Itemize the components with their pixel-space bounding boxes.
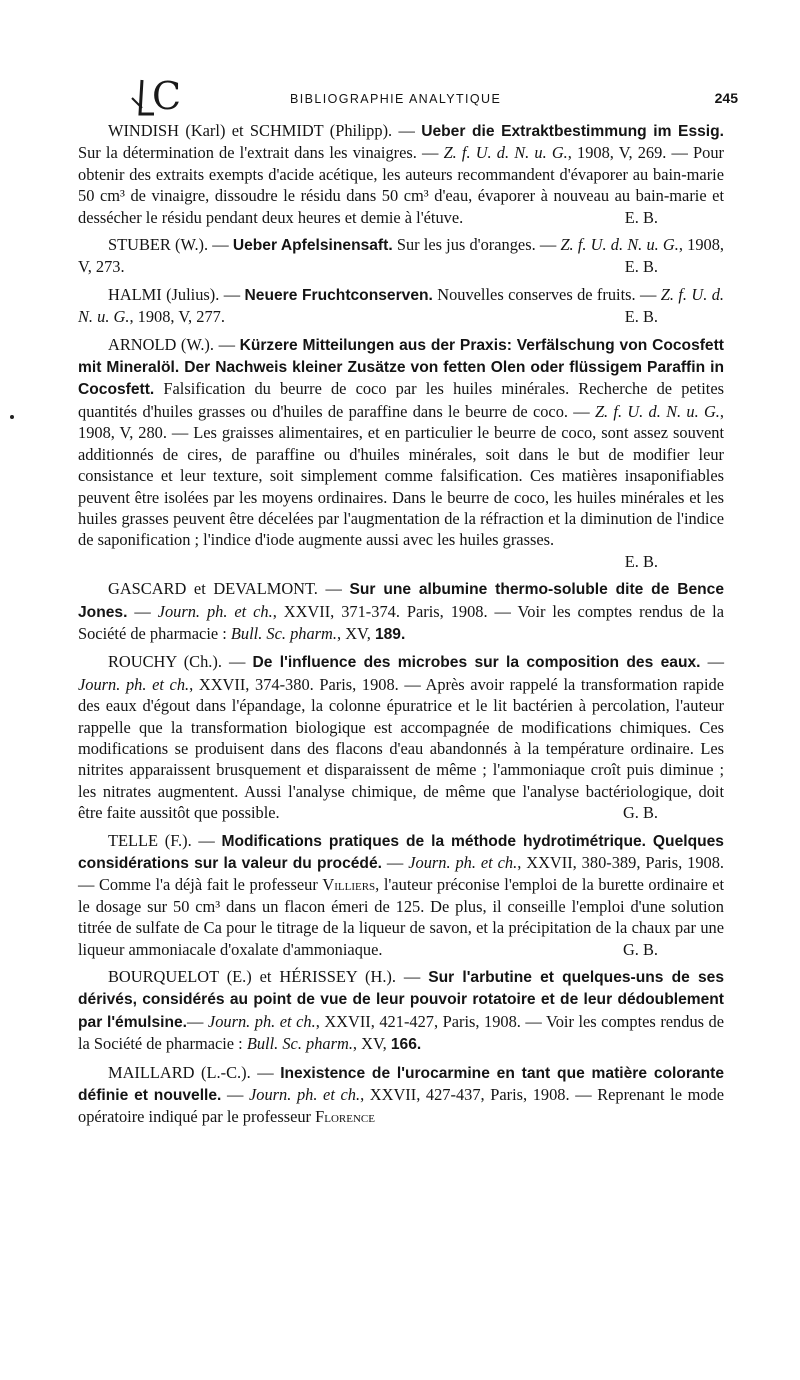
entry-text: — [187, 1011, 208, 1031]
entry-text: Sur les jus d'oranges. — [392, 235, 561, 255]
entry-journal: Journ. ph. et ch. [157, 601, 273, 621]
entry-details-secondary: , XV, [337, 623, 375, 643]
entry-journal: Z. f. U. d. N. u. G. [560, 235, 679, 255]
entry-text: Sur la détermination de l'extrait dans les vinaigres. — [78, 143, 444, 163]
entry-journal: Journ. ph. et ch. [78, 674, 190, 694]
entry-text: — [221, 1085, 250, 1105]
entry-telle [78, 830, 724, 960]
entry-journal: Journ. ph. et ch. [207, 1011, 316, 1031]
entry-details: , XXVII, 380-389, Paris, 1908. — Comme l'a déjà fait le professeur [78, 853, 725, 895]
entry-text: — [127, 601, 158, 621]
entry-maillard [78, 1062, 724, 1128]
entry-text: Nouvelles conserves de fruits. — [432, 284, 661, 304]
entry-authors: MAILLARD (L.-C.). — [108, 1062, 281, 1082]
entry-details: , XXVII, 374-380. Paris, 1908. — Après avoir rappelé la transformation rapide des eaux d'égout dans l'épandage, la colonne épuratrice et le lit bactérien à percolation, l'auteur rappelle que la transformation biologique est accompagnée de modifications chimiques. Ces modifications se produisent dans des flacons d'eau abandonnés à la température ordinaire. Les nitrites apparaissent brusquement et disparaissent de même ; l'ammoniaque croît puis diminue ; les nitrates augmentent. Aussi l'analyse chimique, de même que l'analyse bactériologique, doit être faite aussitôt que possible. [78, 674, 724, 823]
entry-title: Ueber die Extraktbestimmung im Essig. [421, 123, 724, 140]
page-number: 245 [714, 90, 738, 106]
entry-authors: ROUCHY (Ch.). — [108, 652, 253, 672]
entry-authors: HALMI (Julius). — [108, 284, 245, 304]
entry-authors: STUBER (W.). — [108, 235, 233, 255]
entry-cited-author: Villiers [322, 875, 376, 895]
entry-details: , XXVII, 371-374. Paris, 1908. — Voir les comptes rendus de la Société de pharmacie : [78, 601, 724, 643]
entry-title: Ueber Apfelsinensaft. [232, 237, 393, 255]
entry-journal: Z. f. U. d. N. u. G. [594, 401, 720, 421]
entry-page-ref: 166. [390, 1036, 422, 1054]
entry-authors: GASCARD et DEVALMONT. — [108, 579, 350, 599]
entry-signature: E. B. [624, 257, 658, 277]
margin-dot [10, 415, 14, 419]
bibliography-body [78, 120, 724, 1134]
entry-arnold [78, 334, 724, 572]
entry-journal: Journ. ph. et ch. [249, 1085, 361, 1105]
entry-windisch [78, 120, 724, 228]
entry-bourquelot [78, 966, 724, 1056]
entry-authors: WINDISH (Karl) et SCHMIDT (Philipp). — [108, 121, 422, 140]
entry-page-ref: 189. [374, 625, 406, 643]
entry-text: — [381, 853, 409, 872]
entry-authors: TELLE (F.). — [108, 830, 222, 850]
entry-cited-author: Florence [315, 1107, 375, 1127]
margin-mark-letter: C [152, 74, 182, 118]
entry-journal: Journ. ph. et ch. [408, 853, 518, 872]
entry-details: , 1908, V, 280. — Les graisses alimentaires, et en particulier le beurre de coco, sont assez souvent additionnés de cires, de paraffine ou d'huiles minérales, soit dans le but de modifier leur consistance et leur texture, soit simplement comme falsification. Ces matières insaponifiables peuvent être isolées par les moyens ordinaires. Dans le beurre de coco, les huiles minérales et les huiles grasses peuvent être décelées par l'augmentation de la réfraction et la diminution de l'indice de saponification ; l'indice d'iode augmente aussi avec les huiles grasses. [78, 401, 724, 550]
entry-text: Falsification du beurre de coco par les huiles minérales. Recherche de petites quantités d'huiles grasses ou d'huiles de paraffine dans le beurre de coco. — [78, 379, 724, 421]
entry-signature: G. B. [622, 939, 658, 959]
entry-title: Inexistence de l'urocarmine en tant que matière colorante définie et nouvelle. [78, 1064, 725, 1105]
entry-title: Neuere Fruchtconserven. [244, 286, 433, 304]
entry-title: Modifications pratiques de la méthode hydrotimétrique. Quelques considérations sur la valeur du procédé. [78, 832, 724, 872]
entry-details-secondary: , XV, [352, 1034, 391, 1054]
entry-details: , XXVII, 421-427, Paris, 1908. — Voir les comptes rendus de la Société de pharmacie : [78, 1011, 725, 1054]
entry-journal: Z. f. U. d. N. u. G. [443, 143, 568, 163]
entry-stuber [78, 234, 724, 278]
entry-details: , 1908, V, 269. — Pour obtenir des extraits exempts d'acide acétique, les auteurs recommandent d'évaporer au bain-marie 50 cm³ de vinaigre, dissoudre le résidu dans 50 cm³ d'eau, évaporer à nouveau au bain-marie et dessécher le résidu pendant deux heures et demie à l'étuve. [78, 143, 725, 227]
entry-journal-secondary: Bull. Sc. pharm. [246, 1034, 353, 1054]
entry-signature: E. B. [624, 551, 658, 571]
entry-title: Kürzere Mitteilungen aus der Praxis: Verfälschung von Cocosfett mit Mineralöl. Der Nachweis kleiner Zusätze von fetten Olen oder flüssigem Paraffin in Cocosfett. [78, 336, 724, 399]
entry-details: , 1908, V, 277. [129, 307, 225, 327]
entry-authors: ARNOLD (W.). — [108, 334, 240, 354]
entry-title: Sur une albumine thermo-soluble dite de Bence Jones. [78, 581, 724, 621]
entry-details-secondary: , l'auteur préconise l'emploi de la burette ordinaire et le dosage sur 50 cm³ dans un flacon émeri de 125. De plus, il conseille l'emploi d'une solution titrée de sulfate de Ca pour le titrage de la liqueur de savon, et la précipitation de la chaux par une liqueur ammoniacale d'oxalate d'ammoniaque. [78, 875, 725, 959]
entry-signature: E. B. [624, 207, 658, 227]
entry-details: , XXVII, 427-437, Paris, 1908. — Reprenant le mode opératoire indiqué par le professeur [78, 1085, 725, 1127]
entry-title: De l'influence des microbes sur la composition des eaux. [252, 654, 701, 672]
entry-journal-secondary: Bull. Sc. pharm. [230, 623, 337, 643]
entry-text: — [700, 652, 724, 672]
entry-rouchy [78, 651, 724, 823]
handwritten-margin-mark [128, 74, 188, 126]
entry-halmi [78, 284, 724, 328]
running-head: BIBLIOGRAPHIE ANALYTIQUE [290, 92, 502, 106]
entry-authors: BOURQUELOT (E.) et HÉRISSEY (H.). — [108, 967, 429, 987]
entry-signature: E. B. [624, 307, 658, 327]
entry-gascard [78, 578, 724, 645]
entry-journal: Z. f. U. d. N. u. G. [78, 284, 725, 327]
entry-details: , 1908, V, 273. [78, 235, 724, 277]
entry-signature: G. B. [622, 803, 658, 823]
entry-title: Sur l'arbutine et quelques-uns de ses dérivés, considérés au point de vue de leur pouvoir rotatoire et de leur dédoublement par l'émulsine. [78, 969, 724, 1031]
